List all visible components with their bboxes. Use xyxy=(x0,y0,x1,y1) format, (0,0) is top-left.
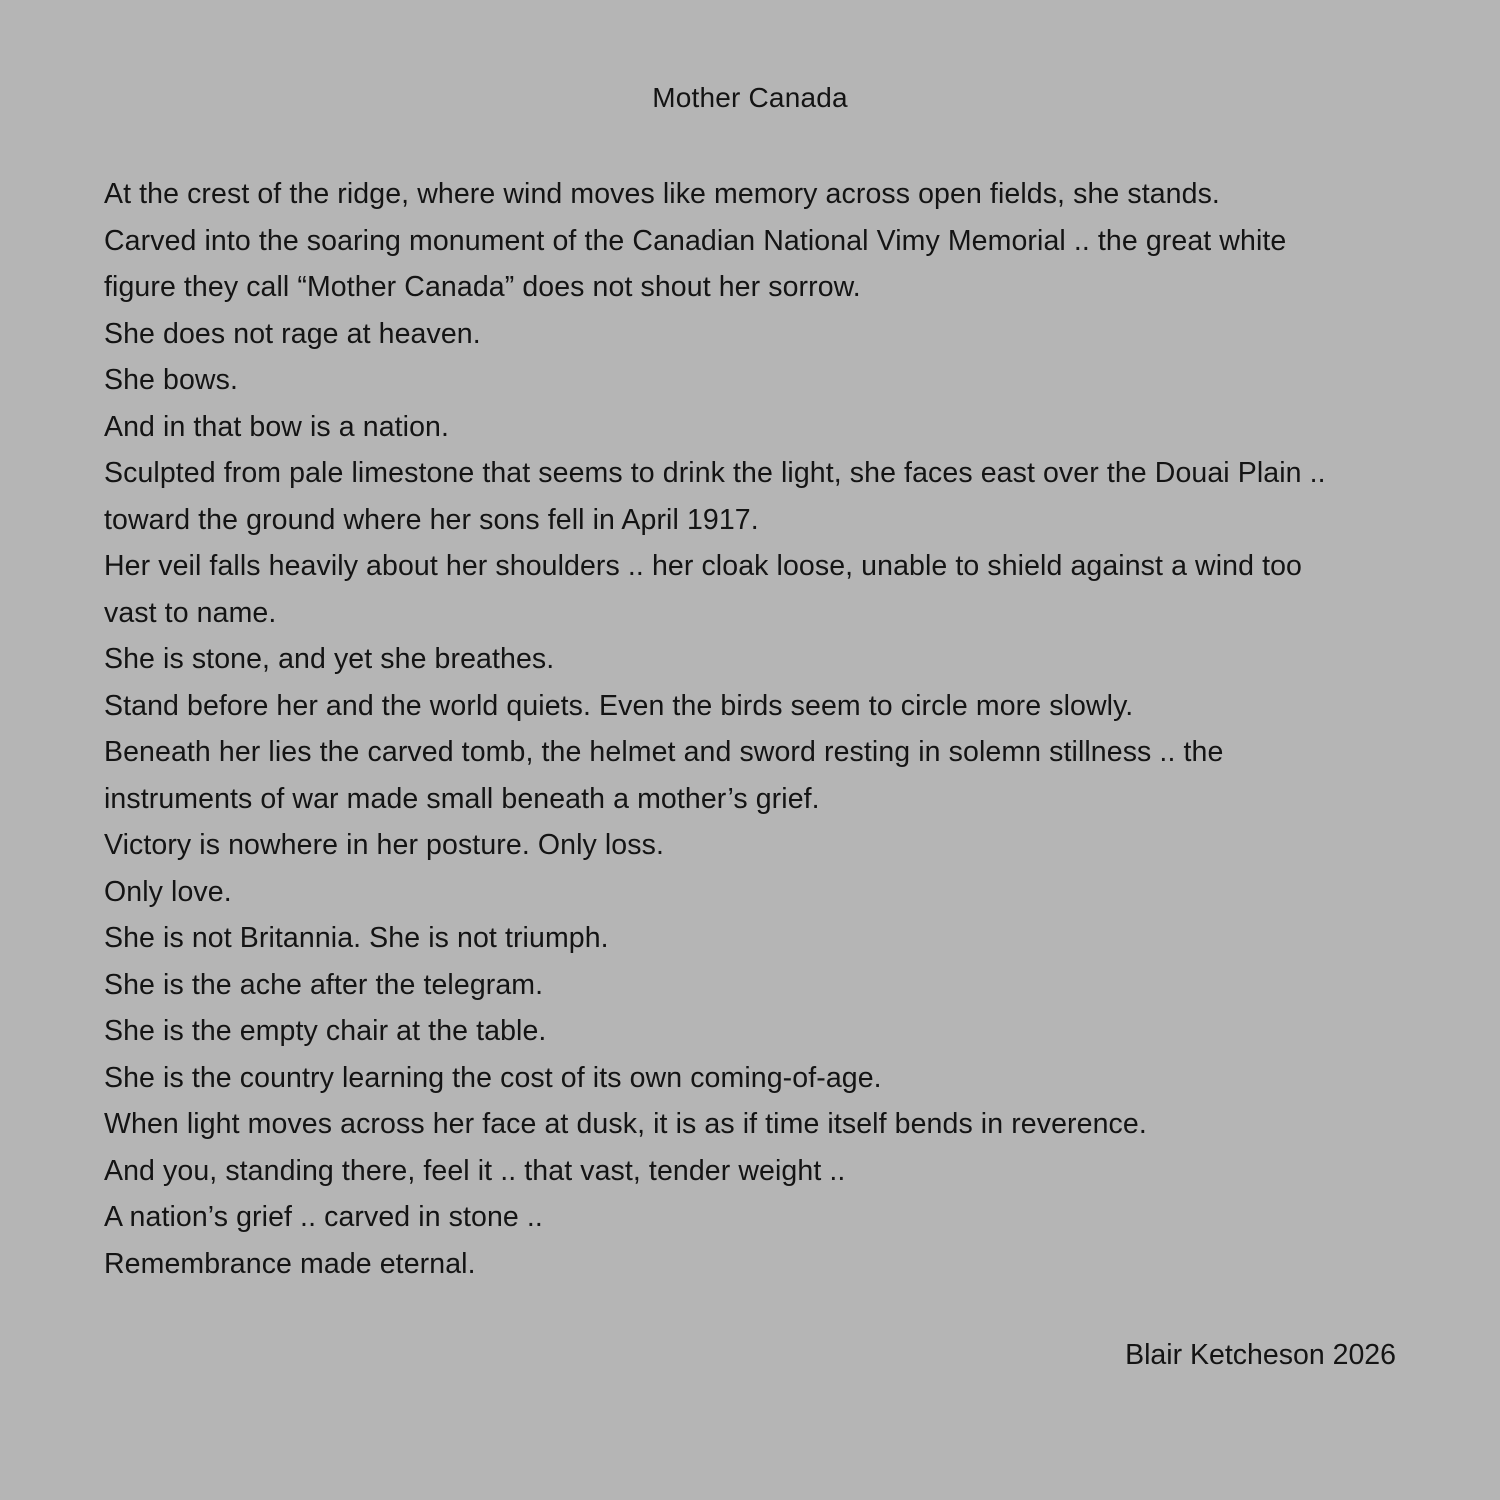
poem-line: instruments of war made small beneath a mother’s grief. xyxy=(104,782,820,815)
poem-line: Stand before her and the world quiets. Even the birds seem to circle more slowly. xyxy=(104,689,1134,722)
poem-line: Carved into the soaring monument of the Canadian National Vimy Memorial .. the great white xyxy=(104,224,1287,257)
poem-line: She is the ache after the telegram. xyxy=(104,968,544,1001)
poem-line: She is stone, and yet she breathes. xyxy=(104,643,555,675)
poem-body xyxy=(104,171,1400,1287)
poem-line: At the crest of the ridge, where wind moves like memory across open fields, she stands. xyxy=(104,178,1220,210)
poem-line: Victory is nowhere in her posture. Only loss. xyxy=(104,829,664,861)
poem-line: Her veil falls heavily about her shoulders .. her cloak loose, unable to shield against a wind too xyxy=(104,550,1302,582)
poem-line: And you, standing there, feel it .. that vast, tender weight .. xyxy=(104,1154,846,1187)
poem-line: A nation’s grief .. carved in stone .. xyxy=(104,1201,543,1233)
poem-line: Sculpted from pale limestone that seems to drink the light, she faces east over the Douai Plain .. xyxy=(104,457,1326,489)
poem-line: figure they call “Mother Canada” does not shout her sorrow. xyxy=(104,271,861,303)
poem-line: She is not Britannia. She is not triumph. xyxy=(104,922,609,954)
poem-line: She bows. xyxy=(104,364,238,396)
poem-line: Remembrance made eternal. xyxy=(104,1247,476,1280)
poem-line: toward the ground where her sons fell in April 1917. xyxy=(104,503,759,536)
poem-line: vast to name. xyxy=(104,596,277,629)
poem-line: She does not rage at heaven. xyxy=(104,317,481,350)
poem-title: Mother Canada xyxy=(652,82,848,113)
poem-line: When light moves across her face at dusk, it is as if time itself bends in reverence. xyxy=(104,1108,1147,1140)
poem-line: She is the empty chair at the table. xyxy=(104,1015,547,1047)
poem-line: She is the country learning the cost of its own coming-of-age. xyxy=(104,1061,882,1094)
poem-line: Beneath her lies the carved tomb, the helmet and sword resting in solemn stillness .. the xyxy=(104,736,1224,768)
poem-line: And in that bow is a nation. xyxy=(104,410,450,443)
author-signature: Blair Ketcheson 2026 xyxy=(1125,1339,1396,1371)
poem-line: Only love. xyxy=(104,875,232,908)
